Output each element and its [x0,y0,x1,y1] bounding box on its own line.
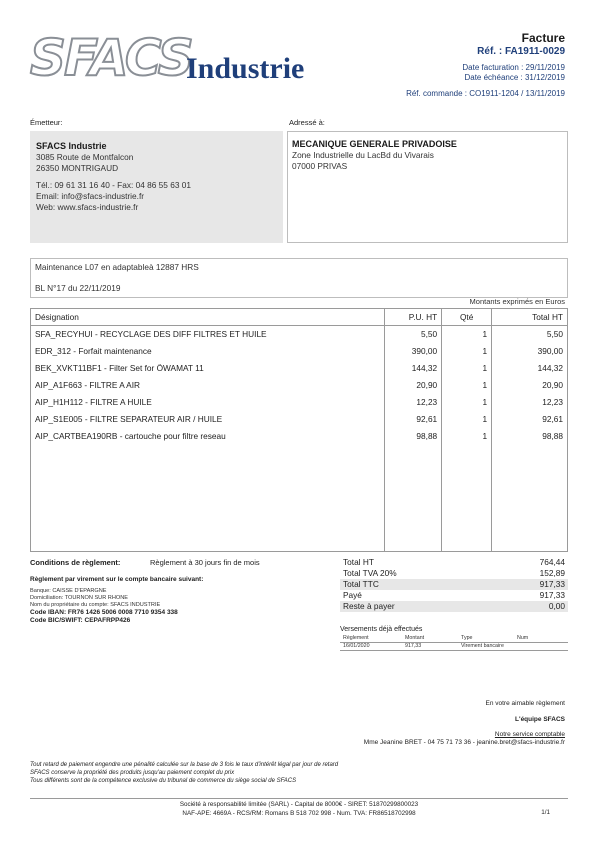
col-montant: Montant [402,635,458,642]
conditions-label: Conditions de règlement: [30,558,121,567]
item-total: 144,32 [492,360,568,377]
table-row [31,326,568,343]
item-quantity: 1 [442,394,492,411]
due-date: Date échéance : 31/12/2019 [464,73,565,82]
invoice-ref: Réf. : FA1911-0029 [477,46,565,57]
total-label: Reste à payer [343,601,395,611]
emitter-box [30,131,283,243]
item-quantity: 1 [442,326,492,343]
payment-date: 16/01/2020 [340,642,402,650]
footer-line: Société à responsabilité limitée (SARL) - Capital de 8000€ - SIRET: 51870299800023 [179,801,419,808]
paid-row [340,590,568,601]
total-ht-row [340,557,568,568]
order-ref: Réf. commande : CO1911-1204 / 13/11/2019 [406,89,565,98]
item-unit-price: 390,00 [385,343,442,360]
recipient-box [287,131,568,243]
payments-header-row [340,635,568,642]
totals-block [340,557,568,612]
item-designation: AIP_S1E005 - FILTRE SEPARATEUR AIR / HUILE [31,411,385,428]
table-row [31,411,568,428]
col-designation: Désignation [31,309,385,326]
item-total: 5,50 [492,326,568,343]
total-label: Payé [343,590,362,600]
emitter-address1: 3085 Route de Montfalcon [36,152,134,162]
total-value: 0,00 [548,601,565,611]
item-unit-price: 20,90 [385,377,442,394]
recipient-address2: 07000 PRIVAS [292,161,348,171]
total-ttc-row [340,579,568,590]
item-designation: SFA_RECYHUI - RECYCLAGE DES DIFF FILTRES ET HUILE [31,326,385,343]
team-name: L'équipe SFACS [515,716,565,723]
legal-line: SFACS conserve la propriété des produits jusqu'au paiement complet du prix [30,770,235,776]
item-designation: AIP_H1H112 - FILTRE A HUILE [31,394,385,411]
bank-iban: Code IBAN: FR76 1426 5006 0008 7710 9354 338 [30,609,178,616]
invoice-header [406,31,565,99]
item-designation: EDR_312 - Forfait maintenance [31,343,385,360]
emitter-web: Web: www.sfacs-industrie.fr [36,202,139,212]
items-table [30,308,568,552]
col-total: Total HT [492,309,568,326]
items-header-row [31,309,568,326]
accounting-contact: Mme Jeanine BRET - 04 75 71 73 36 - jeanine.bret@sfacs-industrie.fr [363,739,565,746]
item-quantity: 1 [442,360,492,377]
total-label: Total TVA 20% [343,568,397,578]
recipient-address1: Zone Industrielle du LacBd du Vivarais [292,150,434,160]
table-row [31,360,568,377]
item-designation: BEK_XVKT11BF1 - Filter Set for ÖWAMAT 11 [31,360,385,377]
reference-line2: BL N°17 du 22/11/2019 [35,283,121,293]
total-label: Total HT [343,557,374,567]
payments-title: Versements déjà effectués [340,626,423,633]
table-row [31,343,568,360]
company-logo [30,31,320,85]
item-total: 12,23 [492,394,568,411]
bank-domiciliation: Domiciliation: TOURNON SUR RHONE [30,595,129,601]
reference-line1: Maintenance L07 en adaptableà 12887 HRS [35,262,199,272]
table-row [31,377,568,394]
item-quantity: 1 [442,343,492,360]
item-unit-price: 144,32 [385,360,442,377]
page-number: 1/1 [541,809,550,816]
payment-num [514,642,568,650]
total-value: 152,89 [539,568,565,578]
total-value: 764,44 [539,557,565,567]
item-total: 98,88 [492,428,568,445]
col-type: Type [458,635,514,642]
accounting-service: Notre service comptable [494,731,565,738]
total-tva-row [340,568,568,579]
total-value: 917,33 [539,590,565,600]
signature-block [364,700,565,747]
legal-line: Tout retard de paiement engendre une pénalité calculée sur la base de 3 fois le taux d'intérêt légal par jour de retard [30,762,339,768]
logo-brand: SFACS [30,29,192,87]
reference-box [30,258,568,298]
recipient-label: Adressé à: [289,118,325,127]
col-reglement: Règlement [340,635,402,642]
conditions-value: Règlement à 30 jours fin de mois [150,558,260,567]
amounts-note: Montants exprimés en Euros [469,297,565,306]
table-filler-row [31,445,568,552]
col-quantity: Qté [442,309,492,326]
invoice-title: Facture [521,31,565,45]
payments-table [340,635,568,651]
table-row [31,394,568,411]
item-quantity: 1 [442,377,492,394]
col-num: Num [514,635,568,642]
total-value: 917,33 [539,579,565,589]
item-designation: AIP_CARTBEA190RB - cartouche pour filtre reseau [31,428,385,445]
table-row [340,642,568,650]
bank-owner: Nom du propriétaire du compte: SFACS INDUSTRIE [30,602,161,608]
footer [30,800,568,818]
footer-line: NAF-APE: 4669A - RCS/RM: Romans B 518 702 998 - Num. TVA: FR86518702998 [182,810,416,817]
bank-title: Règlement par virement sur le compte bancaire suivant: [30,576,204,583]
legal-line: Tous différents sont de la compétence exclusive du tribunal de commerce du siège social de SFACS [30,778,297,784]
remaining-row [340,601,568,612]
legal-notice [30,761,338,785]
greeting: En votre aimable règlement [485,700,565,707]
bank-details [30,588,178,625]
col-unit-price: P.U. HT [385,309,442,326]
bank-bic: Code BIC/SWIFT: CEPAFRPP426 [30,617,131,624]
invoice-date: Date facturation : 29/11/2019 [462,63,565,72]
payment-type: Virement bancaire [458,642,514,650]
item-designation: AIP_A1F663 - FILTRE A AIR [31,377,385,394]
emitter-name: SFACS Industrie [36,141,107,151]
item-unit-price: 12,23 [385,394,442,411]
emitter-phone: Tél.: 09 61 31 16 40 - Fax: 04 86 55 63 01 [36,180,191,190]
logo-suffix: Industrie [186,52,305,85]
item-quantity: 1 [442,428,492,445]
payment-amount: 917,33 [402,642,458,650]
table-row [31,428,568,445]
item-unit-price: 5,50 [385,326,442,343]
item-quantity: 1 [442,411,492,428]
item-unit-price: 98,88 [385,428,442,445]
bank-name: Banque: CAISSE D'EPARGNE [30,588,107,594]
recipient-name: MECANIQUE GENERALE PRIVADOISE [292,139,457,149]
item-total: 92,61 [492,411,568,428]
item-unit-price: 92,61 [385,411,442,428]
item-total: 390,00 [492,343,568,360]
footer-divider [30,798,568,799]
item-total: 20,90 [492,377,568,394]
emitter-address2: 26350 MONTRIGAUD [36,163,119,173]
total-label: Total TTC [343,579,379,589]
emitter-label: Émetteur: [30,118,63,127]
emitter-email: Email: info@sfacs-industrie.fr [36,191,145,201]
